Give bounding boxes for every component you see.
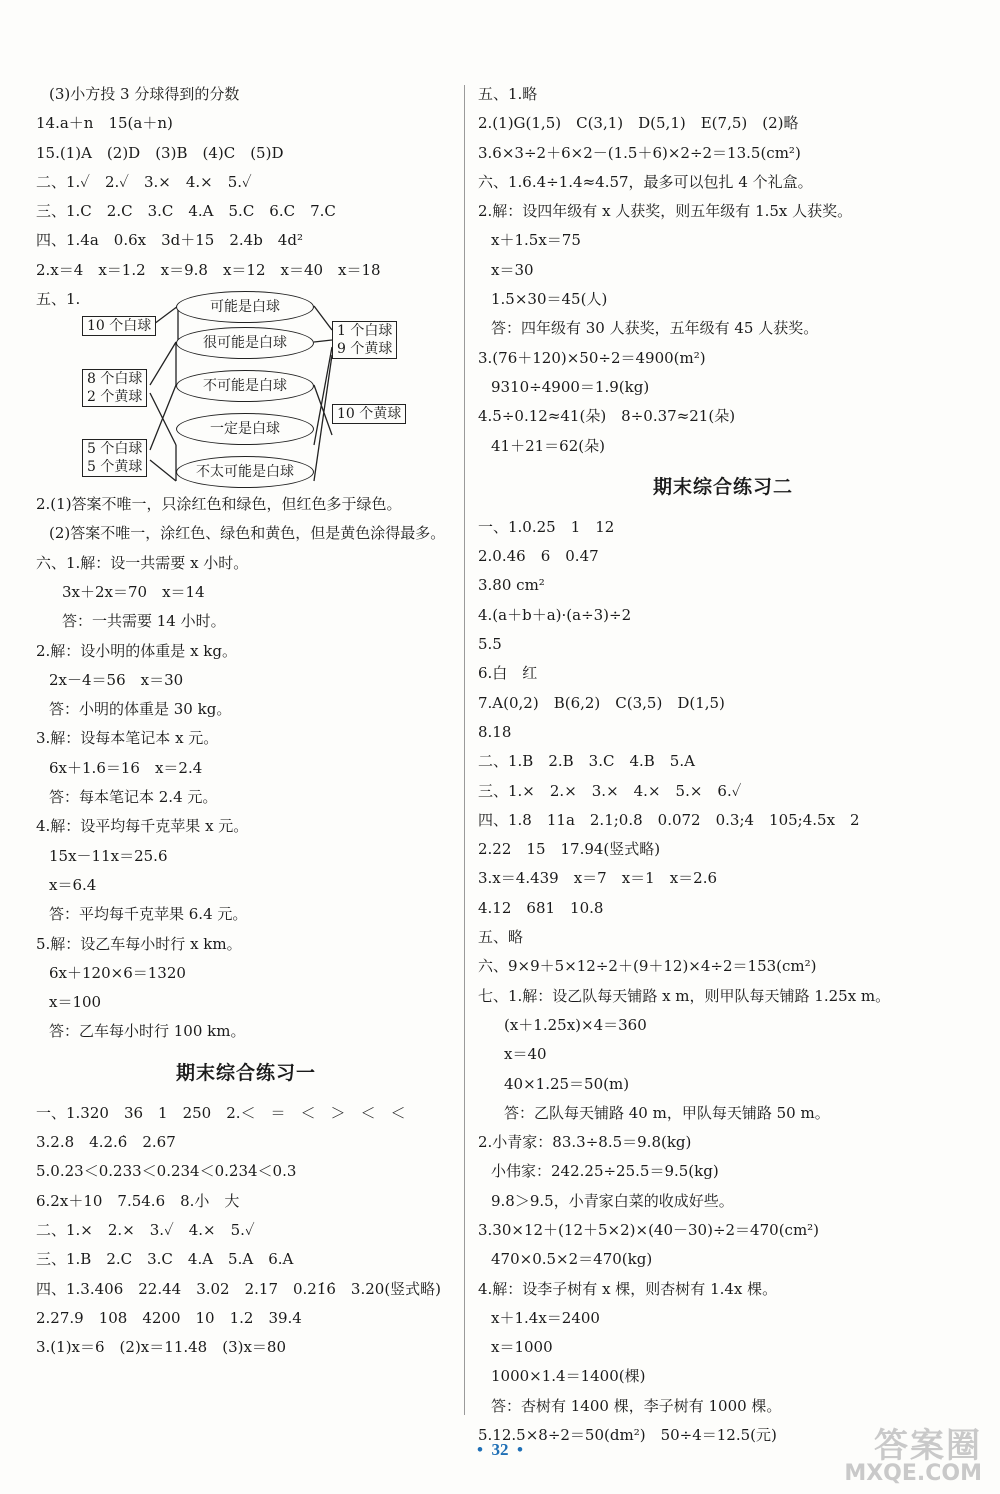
section-title-final-2: 期末综合练习二 (652, 475, 793, 498)
answer-line: 5.解：设乙车每小时行 x km。 (36, 934, 242, 953)
watermark-line2: MXQE.COM (844, 1461, 982, 1486)
answer-line: x＝6.4 (49, 875, 97, 894)
answer-line: 3.30×12＋(12＋5×2)×(40－30)÷2＝470(cm²) (478, 1220, 820, 1239)
answer-line: 4.解：设平均每千克苹果 x 元。 (36, 817, 249, 836)
answer-line: 3.(1)x＝6 (2)x＝11.48 (3)x＝80 (36, 1338, 287, 1357)
answer-line: 8.18 (478, 722, 512, 741)
answer-line: x＝40 (504, 1045, 547, 1064)
box-label: 5 个白球 5 个黄球 (87, 441, 143, 476)
answer-line: 三、1.C 2.C 3.C 4.A 5.C 6.C 7.C (36, 202, 336, 221)
left-answers-top (36, 80, 456, 285)
answer-line: 3.(76＋120)×50÷2＝4900(m²) (478, 348, 706, 367)
left-answers-bottom (36, 490, 456, 1047)
final-practice-1-answers (36, 1099, 456, 1363)
box-label: 10 个白球 (87, 318, 152, 335)
final-practice-2-answers (478, 513, 968, 1451)
answer-line: 7.A(0,2) B(6,2) C(3,5) D(1,5) (478, 693, 725, 712)
answer-line: 15.(1)A (2)D (3)B (4)C (5)D (36, 143, 284, 162)
right-column (478, 80, 968, 1450)
answer-line: x＝100 (49, 993, 102, 1012)
answer-line: 3.6×3÷2＋6×2－(1.5＋6)×2÷2＝13.5(cm²) (478, 143, 801, 162)
answer-line: 一、1.320 36 1 250 2.＜ ＝ ＜ ＞ ＜ ＜ (36, 1103, 406, 1122)
answer-line: 4.12 681 10.8 (478, 898, 604, 917)
answer-line: 六、9×9＋5×12÷2＋(9＋12)×4÷2＝153(cm²) (478, 957, 817, 976)
answer-line: 二、1.✓ 2.✓ 3.× 4.× 5.✓ (36, 172, 252, 191)
answer-line: 2.22 15 17.94(竖式略) (478, 840, 661, 859)
right-answers-top (478, 80, 968, 461)
oval-possible-white: 可能是白球 (176, 291, 314, 323)
answer-line: x＋1.5x＝75 (491, 231, 581, 250)
answer-line: 六、1.6.4÷1.4≈4.57，最多可以包扎 4 个礼盒。 (478, 172, 813, 191)
answer-line: (2)答案不唯一，涂红色、绿色和黄色，但是黄色涂得最多。 (49, 524, 446, 543)
watermark-line1: 答案圈 (874, 1426, 982, 1466)
oval-unlikely-white: 不太可能是白球 (176, 456, 314, 488)
answer-line: 二、1.B 2.B 3.C 4.B 5.A (478, 752, 695, 771)
oval-impossible-white: 不可能是白球 (176, 370, 314, 402)
page-number: • 32 • (477, 1440, 523, 1459)
answer-line: 3.x＝4.439 x＝7 x＝1 x＝2.6 (478, 869, 718, 888)
answer-line: 9.8＞9.5，小青家白菜的收成好些。 (491, 1191, 734, 1210)
box-label: 10 个黄球 (337, 406, 402, 423)
oval-certain-white: 一定是白球 (176, 413, 314, 445)
answer-line: 三、1.× 2.× 3.× 4.× 5.× 6.✓ (478, 781, 742, 800)
answer-line: 七、1.解：设乙队每天铺路 x m，则甲队每天铺路 1.25x m。 (478, 986, 891, 1005)
column-divider (464, 85, 465, 1415)
answer-line: 一、1.0.25 1 12 (478, 517, 615, 536)
answer-line: 2.小青家：83.3÷8.5＝9.8(kg) (478, 1133, 692, 1152)
answer-line: 6x＋120×6＝1320 (49, 963, 186, 982)
answer-line: 6.2x＋10 7.54.6 8.小 大 (36, 1191, 240, 1210)
answer-line: x＝30 (491, 260, 534, 279)
answer-line: 五、1.略 (478, 85, 538, 103)
left-column (36, 80, 456, 1362)
answer-line: 4.解：设李子树有 x 棵，则杏树有 1.4x 棵。 (478, 1279, 778, 1298)
box-5-white-5-yellow (82, 439, 147, 477)
answer-line: 答：一共需要 14 小时。 (62, 612, 226, 631)
answer-line: 六、1.解：设一共需要 x 小时。 (36, 553, 249, 572)
box-1-white-9-yellow (332, 321, 397, 359)
page-number-value: 32 (491, 1440, 509, 1459)
answer-line: 2.27.9 108 4200 10 1.2 39.4 (36, 1308, 302, 1327)
answer-line: 3.解：设每本笔记本 x 元。 (36, 729, 219, 748)
answer-line: (x＋1.25x)×4＝360 (504, 1015, 647, 1034)
answer-line: 四、1.3.406 22.44 3.02 2.17 0.21̇6̇ 3.20(竖式略) (36, 1279, 442, 1298)
answer-line: 5.12.5×8÷2＝50(dm²) 50÷4＝12.5(元) (478, 1426, 777, 1445)
box-8-white-2-yellow (82, 369, 147, 407)
answer-line: 2.(1)G(1,5) C(3,1) D(5,1) E(7,5) (2)略 (478, 114, 799, 133)
answer-line: 答：乙车每小时行 100 km。 (49, 1022, 246, 1041)
answer-line: 答：杏树有 1400 棵，李子树有 1000 棵。 (491, 1396, 782, 1415)
answer-line: 14.a＋n 15(a＋n) (36, 114, 173, 133)
box-label: 1 个白球 9 个黄球 (337, 323, 393, 358)
answer-line: (3)小方投 3 分球得到的分数 (49, 85, 240, 103)
answer-line: 四、1.8 11a 2.1;0.8 0.072 0.3;4 105;4.5x 2 (478, 810, 860, 829)
answer-line: 答：每本笔记本 2.4 元。 (49, 788, 218, 807)
answer-line: 1.5×30＝45(人) (491, 290, 608, 309)
answer-line: 四、1.4a 0.6x 3d＋15 2.4b 4d² (36, 231, 303, 250)
answer-line: 答：乙队每天铺路 40 m，甲队每天铺路 50 m。 (504, 1103, 830, 1122)
answer-line: 答：四年级有 30 人获奖，五年级有 45 人获奖。 (491, 319, 819, 338)
box-10-white (82, 316, 156, 336)
box-10-yellow (332, 404, 406, 424)
answer-line: 2.(1)答案不唯一，只涂红色和绿色，但红色多于绿色。 (36, 495, 402, 514)
answer-line: 五、略 (478, 928, 524, 947)
matching-diagram (36, 285, 456, 490)
answer-line: 三、1.B 2.C 3.C 4.A 5.A 6.A (36, 1250, 294, 1269)
answer-line: 6.白 红 (478, 664, 538, 683)
section-title-final-1: 期末综合练习一 (175, 1061, 316, 1084)
answer-line: 答：小明的体重是 30 kg。 (49, 700, 232, 719)
answer-line: x＝1000 (491, 1338, 553, 1357)
answer-line: 4.(a＋b＋a)·(a÷3)÷2 (478, 605, 632, 624)
answer-line: 2x－4＝56 x＝30 (49, 670, 184, 689)
answer-line: 4.5÷0.12≈41(朵) 8÷0.37≈21(朵) (478, 407, 736, 426)
answer-line: x＋1.4x＝2400 (491, 1308, 600, 1327)
answer-line: 2.解：设小明的体重是 x kg。 (36, 641, 237, 660)
answer-line: 2.0.46 6 0.47 (478, 547, 599, 566)
answer-line: 3.80 cm² (478, 576, 545, 595)
answer-line: 470×0.5×2＝470(kg) (491, 1250, 653, 1269)
answer-line: 40×1.25＝50(m) (504, 1074, 630, 1093)
answer-line: 5.0.23＜0.233＜0.234＜0.2̇34̇＜0.3 (36, 1162, 297, 1181)
answer-line: 5.5 (478, 635, 502, 654)
answer-line: 答：平均每千克苹果 6.4 元。 (49, 905, 248, 924)
answer-line: 小伟家：242.25÷25.5＝9.5(kg) (491, 1162, 719, 1181)
oval-likely-white: 很可能是白球 (176, 327, 314, 359)
answer-line: 二、1.× 2.× 3.✓ 4.× 5.✓ (36, 1220, 255, 1239)
watermark-logo (844, 1418, 982, 1486)
answer-line: 15x－11x＝25.6 (49, 846, 168, 865)
answer-line: 2.x＝4 x＝1.2 x＝9.8 x＝12 x＝40 x＝18 (36, 260, 381, 279)
answer-line: 1000×1.4＝1400(棵) (491, 1367, 646, 1386)
answer-line: 6x＋1.6＝16 x＝2.4 (49, 758, 203, 777)
answer-line: 41＋21＝62(朵) (491, 436, 605, 455)
answer-line: 9310÷4900＝1.9(kg) (491, 377, 650, 396)
answer-line: 3x＋2x＝70 x＝14 (62, 582, 205, 601)
answer-line: 2.解：设四年级有 x 人获奖，则五年级有 1.5x 人获奖。 (478, 202, 853, 221)
diagram-label: 五、1. (36, 290, 81, 309)
answer-line: 3.2.8 4.2.6̇ 2.67 (36, 1133, 176, 1152)
box-label: 8 个白球 2 个黄球 (87, 371, 143, 406)
